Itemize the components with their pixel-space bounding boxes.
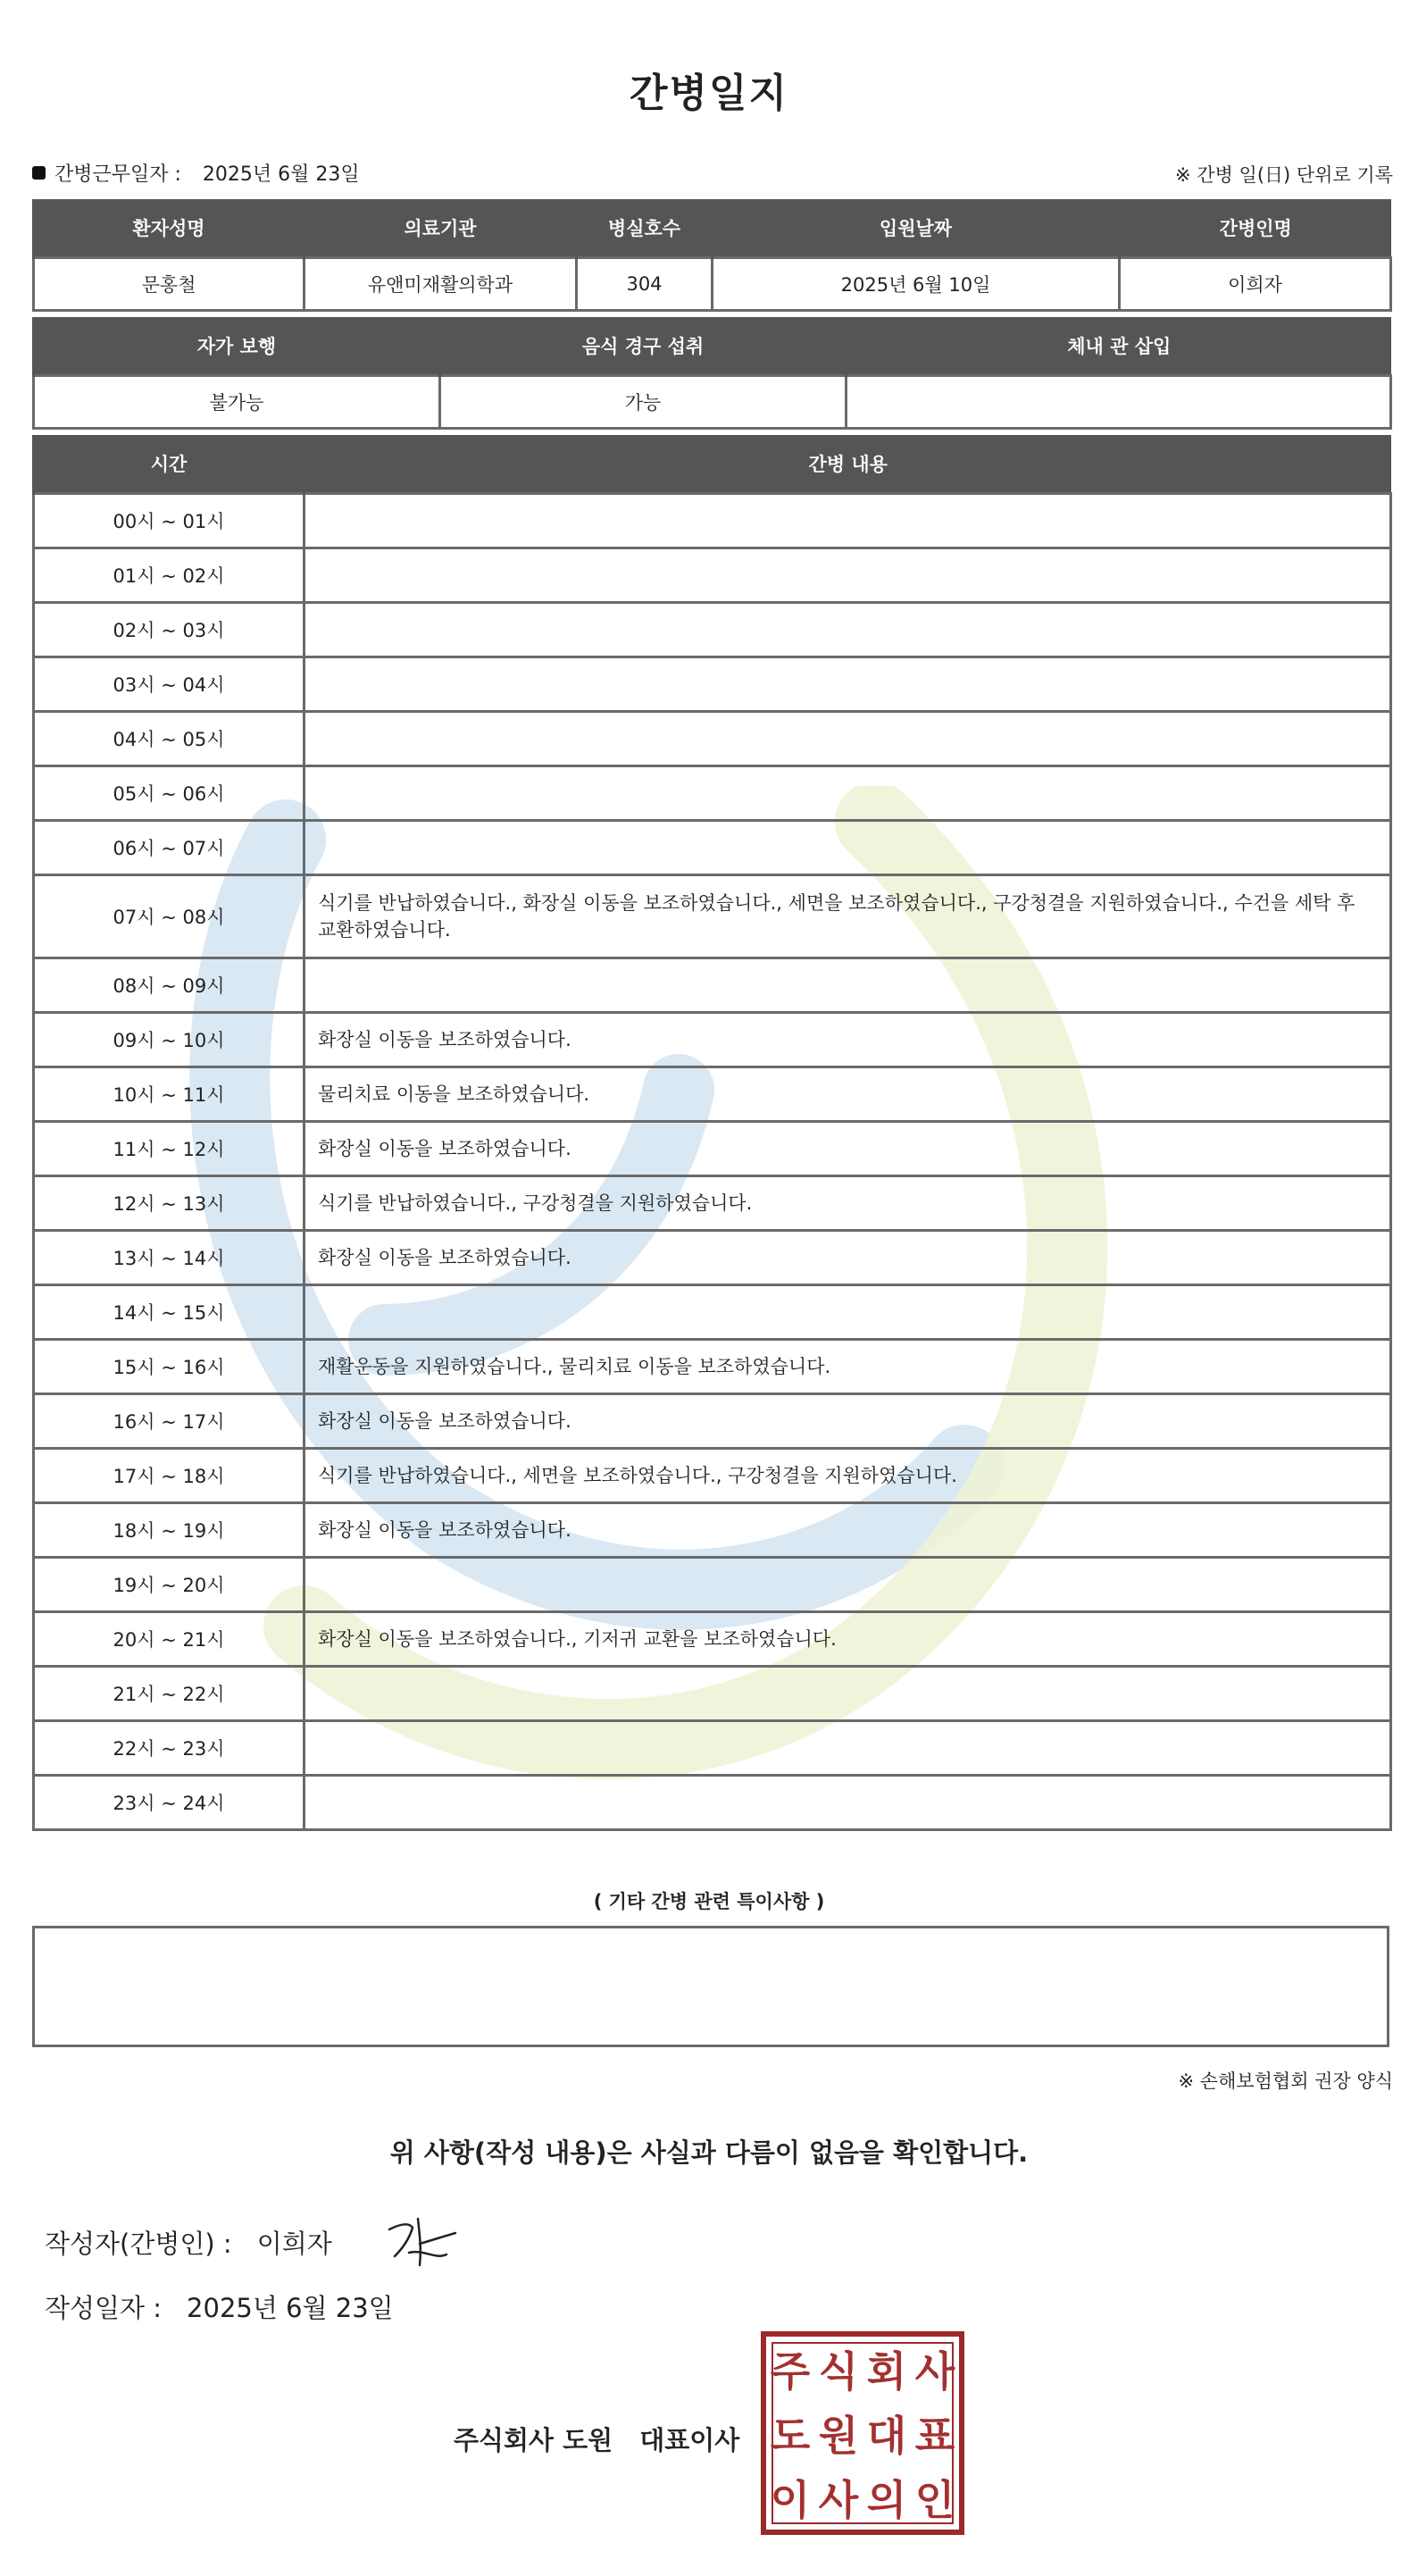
seal-char: 대	[866, 2412, 907, 2460]
log-content: 화장실 이동을 보조하였습니다.	[304, 1394, 1391, 1449]
log-content: 재활운동을 지원하였습니다., 물리치료 이동을 보조하였습니다.	[304, 1340, 1391, 1394]
log-time: 07시 ~ 08시	[34, 875, 304, 958]
log-content	[304, 657, 1391, 712]
room-number: 304	[577, 258, 713, 311]
admission-date: 2025년 6월 10일	[713, 258, 1120, 311]
log-time: 14시 ~ 15시	[34, 1285, 304, 1340]
seal-char: 원	[818, 2412, 859, 2460]
company-name: 주식회사 도원	[454, 2425, 613, 2455]
log-rows	[34, 494, 1391, 1830]
signature	[382, 2213, 463, 2276]
unit-note: ※ 간병 일(日) 단위로 기록	[1175, 164, 1393, 186]
walking-status: 불가능	[34, 376, 440, 429]
header-admission-date: 입원날짜	[713, 199, 1120, 258]
company-seal-stamp	[761, 2331, 964, 2535]
log-row	[34, 875, 1391, 958]
written-date-value: 2025년 6월 23일	[187, 2293, 394, 2323]
patient-name: 문홍철	[34, 258, 304, 311]
seal-char: 인	[914, 2476, 955, 2524]
log-content: 화장실 이동을 보조하였습니다.	[304, 1231, 1391, 1285]
log-time: 13시 ~ 14시	[34, 1231, 304, 1285]
confirm-statement: 위 사항(작성 내용)은 사실과 다름이 없음을 확인합니다.	[389, 2137, 1029, 2168]
log-time: 16시 ~ 17시	[34, 1394, 304, 1449]
log-content	[304, 958, 1391, 1013]
log-content: 화장실 이동을 보조하였습니다.	[304, 1122, 1391, 1176]
seal-char: 회	[866, 2347, 907, 2396]
log-content	[304, 766, 1391, 821]
duty-date-value: 2025년 6월 23일	[202, 163, 360, 186]
written-date-line	[45, 2288, 394, 2325]
log-content	[304, 1776, 1391, 1830]
header-patient-name: 환자성명	[34, 199, 304, 258]
log-row	[34, 1122, 1391, 1176]
log-time: 02시 ~ 03시	[34, 603, 304, 657]
log-row	[34, 1067, 1391, 1122]
log-row	[34, 657, 1391, 712]
log-time: 00시 ~ 01시	[34, 494, 304, 548]
log-content: 물리치료 이동을 보조하였습니다.	[304, 1067, 1391, 1122]
log-row	[34, 1176, 1391, 1231]
log-row	[34, 821, 1391, 875]
log-row	[34, 1776, 1391, 1830]
duty-date	[32, 159, 360, 187]
log-row	[34, 548, 1391, 603]
company-ceo-title: 대표이사	[639, 2425, 740, 2455]
log-row	[34, 1721, 1391, 1776]
duty-date-label: 간병근무일자 :	[54, 163, 181, 186]
log-time: 18시 ~ 19시	[34, 1503, 304, 1558]
log-time: 01시 ~ 02시	[34, 548, 304, 603]
log-content: 식기를 반납하였습니다., 화장실 이동을 보조하였습니다., 세면을 보조하였습니다., 구강청결을 지원하였습니다., 수건을 세탁 후 교환하였습니다.	[304, 875, 1391, 958]
log-content	[304, 1285, 1391, 1340]
log-row	[34, 1231, 1391, 1285]
log-row	[34, 1612, 1391, 1667]
seal-char: 사	[818, 2476, 859, 2524]
header-oral-intake: 음식 경구 섭취	[440, 317, 847, 376]
seal-char: 사	[914, 2347, 955, 2396]
log-time: 05시 ~ 06시	[34, 766, 304, 821]
log-time: 21시 ~ 22시	[34, 1667, 304, 1721]
header-room: 병실호수	[577, 199, 713, 258]
log-row	[34, 1285, 1391, 1340]
log-time: 19시 ~ 20시	[34, 1558, 304, 1612]
header-hospital: 의료기관	[304, 199, 577, 258]
header-care-content: 간병 내용	[304, 435, 1391, 494]
header-tube: 체내 관 삽입	[847, 317, 1391, 376]
log-content: 화장실 이동을 보조하였습니다.	[304, 1013, 1391, 1067]
seal-char: 이	[770, 2476, 811, 2524]
etc-heading: ( 기타 간병 관련 특이사항 )	[593, 1891, 825, 1912]
seal-char: 표	[914, 2412, 955, 2460]
company-line	[454, 2421, 739, 2457]
log-row	[34, 494, 1391, 548]
log-row	[34, 603, 1391, 657]
header-walking: 자가 보행	[34, 317, 440, 376]
log-content: 화장실 이동을 보조하였습니다.	[304, 1503, 1391, 1558]
header-caregiver: 간병인명	[1120, 199, 1391, 258]
patient-header-row	[34, 199, 1391, 258]
seal-char: 주	[770, 2347, 811, 2396]
log-time: 20시 ~ 21시	[34, 1612, 304, 1667]
log-row	[34, 1558, 1391, 1612]
writer-name: 이희자	[256, 2229, 332, 2259]
log-header-row	[34, 435, 1391, 494]
log-row	[34, 1449, 1391, 1503]
log-time: 09시 ~ 10시	[34, 1013, 304, 1067]
seal-char: 도	[770, 2412, 811, 2460]
log-content: 식기를 반납하였습니다., 구강청결을 지원하였습니다.	[304, 1176, 1391, 1231]
bullet-square-icon	[32, 166, 46, 180]
log-content	[304, 1667, 1391, 1721]
insurance-note: ※ 손해보험협회 권장 양식	[1178, 2070, 1393, 2092]
log-row	[34, 1667, 1391, 1721]
log-content: 화장실 이동을 보조하였습니다., 기저귀 교환을 보조하였습니다.	[304, 1612, 1391, 1667]
log-row	[34, 1013, 1391, 1067]
log-row	[34, 1503, 1391, 1558]
status-value-row	[34, 376, 1391, 429]
seal-char: 의	[866, 2476, 907, 2524]
log-time: 06시 ~ 07시	[34, 821, 304, 875]
log-time: 17시 ~ 18시	[34, 1449, 304, 1503]
patient-info-table	[32, 199, 1392, 312]
log-row	[34, 1340, 1391, 1394]
log-row	[34, 958, 1391, 1013]
patient-value-row	[34, 258, 1391, 311]
log-time: 08시 ~ 09시	[34, 958, 304, 1013]
log-time: 04시 ~ 05시	[34, 712, 304, 766]
oral-intake-status: 가능	[440, 376, 847, 429]
log-time: 10시 ~ 11시	[34, 1067, 304, 1122]
log-row	[34, 712, 1391, 766]
writer-label: 작성자(간병인) :	[45, 2229, 232, 2259]
header-time: 시간	[34, 435, 304, 494]
log-content	[304, 494, 1391, 548]
writer-line	[45, 2224, 332, 2261]
patient-status-table	[32, 317, 1392, 430]
page-title: 간병일지	[629, 71, 788, 116]
log-row	[34, 1394, 1391, 1449]
seal-char: 식	[818, 2347, 859, 2396]
log-time: 03시 ~ 04시	[34, 657, 304, 712]
log-time: 23시 ~ 24시	[34, 1776, 304, 1830]
tube-status	[847, 376, 1391, 429]
care-log-table	[32, 435, 1392, 1831]
log-content	[304, 603, 1391, 657]
etc-notes-box	[32, 1926, 1389, 2047]
log-content	[304, 821, 1391, 875]
log-content	[304, 548, 1391, 603]
log-time: 11시 ~ 12시	[34, 1122, 304, 1176]
caregiver-name: 이희자	[1120, 258, 1391, 311]
log-content	[304, 1721, 1391, 1776]
log-content: 식기를 반납하였습니다., 세면을 보조하였습니다., 구강청결을 지원하였습니다.	[304, 1449, 1391, 1503]
log-time: 22시 ~ 23시	[34, 1721, 304, 1776]
log-row	[34, 766, 1391, 821]
written-date-label: 작성일자 :	[45, 2293, 163, 2323]
log-content	[304, 712, 1391, 766]
log-time: 12시 ~ 13시	[34, 1176, 304, 1231]
status-header-row	[34, 317, 1391, 376]
log-content	[304, 1558, 1391, 1612]
log-time: 15시 ~ 16시	[34, 1340, 304, 1394]
hospital-name: 유앤미재활의학과	[304, 258, 577, 311]
